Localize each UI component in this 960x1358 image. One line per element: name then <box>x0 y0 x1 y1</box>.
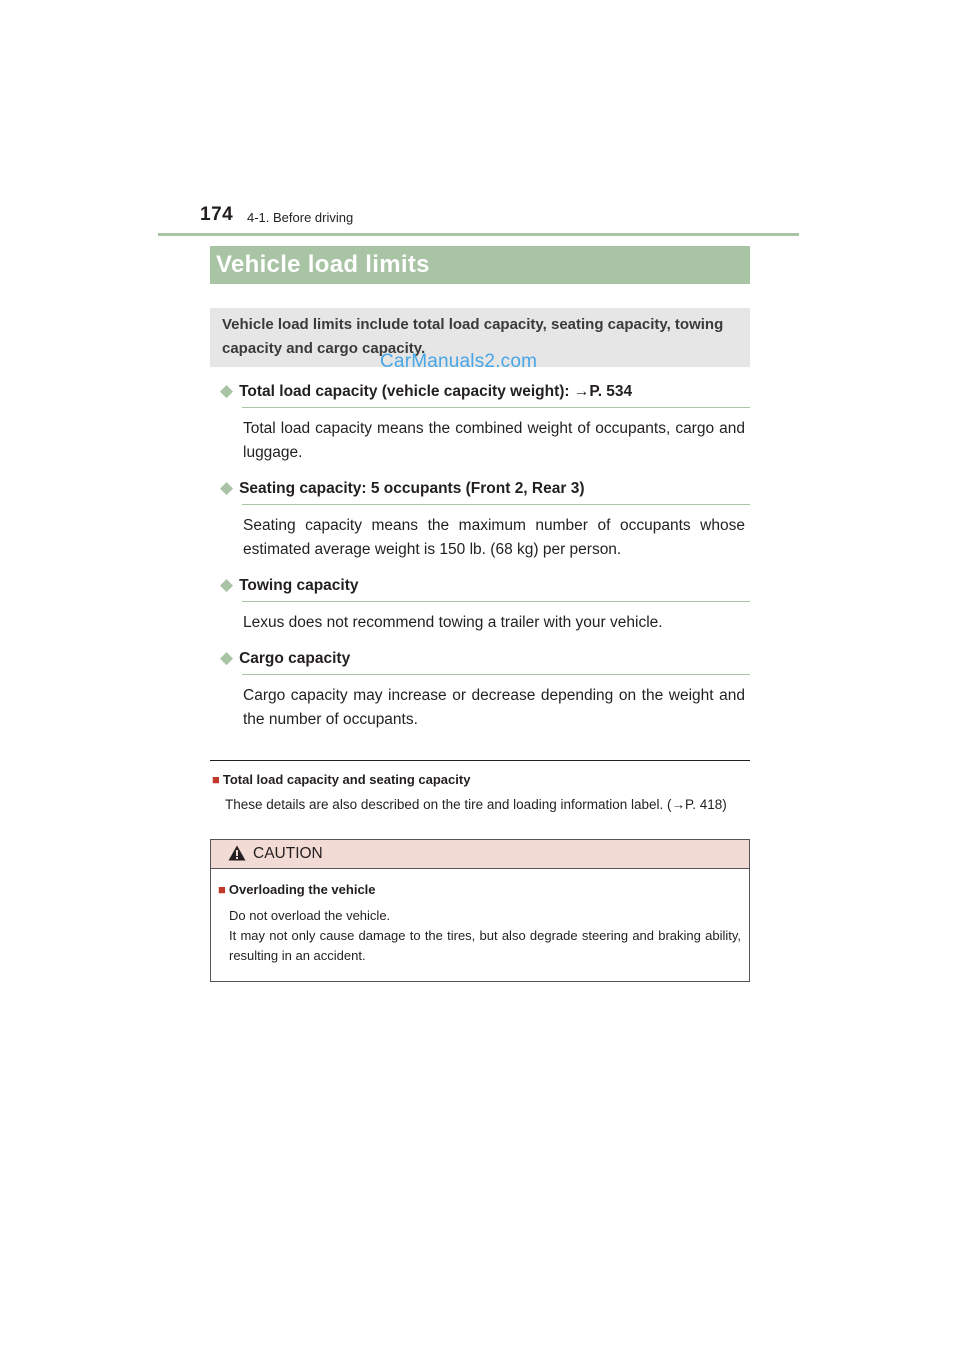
item-heading-text: Cargo capacity <box>239 650 351 667</box>
caution-box <box>210 839 750 982</box>
item-rule <box>242 504 750 505</box>
item-rule <box>242 674 750 675</box>
caution-heading-text: Overloading the vehicle <box>228 882 376 897</box>
item-heading-total-load <box>220 381 750 405</box>
header-rule <box>158 233 799 236</box>
square-icon: ■ <box>212 772 220 787</box>
intro-text: Vehicle load limits include total load capacity, seating capacity, towing capacity and cargo capacity. <box>222 316 724 357</box>
item-heading-text: Seating capacity: 5 occupants (Front 2, Rear 3) <box>239 480 585 497</box>
diamond-icon: ◆ <box>220 381 234 400</box>
warning-triangle-icon <box>228 845 246 861</box>
item-heading-cargo <box>220 648 750 672</box>
caution-heading <box>218 882 376 897</box>
item-heading-seating <box>220 478 750 502</box>
item-rule <box>242 407 750 408</box>
item-heading-text: Total load capacity (vehicle capacity weight): →P. 534 <box>239 383 633 400</box>
section-divider <box>210 760 750 761</box>
note-heading-text: Total load capacity and seating capacity <box>222 772 471 787</box>
page-title: Vehicle load limits <box>216 251 430 278</box>
item-rule <box>242 601 750 602</box>
caution-line: It may not only cause damage to the tires, but also degrade steering and braking ability, resulting in an accident. <box>229 928 741 963</box>
page-number: 174 <box>200 204 234 225</box>
title-bar <box>210 246 750 284</box>
note-body: These details are also described on the tire and loading information label. (→P. 418) <box>225 797 727 812</box>
note-heading <box>212 772 470 787</box>
item-body-cargo: Cargo capacity may increase or decrease depending on the weight and the number of occupants. <box>243 687 745 728</box>
section-label: 4-1. Before driving <box>247 210 354 225</box>
item-heading-text: Towing capacity <box>239 577 359 594</box>
square-icon: ■ <box>218 882 226 897</box>
item-body-total-load: Total load capacity means the combined weight of occupants, cargo and luggage. <box>243 420 745 461</box>
caution-label: CAUTION <box>253 845 323 862</box>
diamond-icon: ◆ <box>220 478 234 497</box>
item-heading-towing <box>220 575 750 599</box>
diamond-icon: ◆ <box>220 575 234 594</box>
caution-header <box>211 840 749 869</box>
diamond-icon: ◆ <box>220 648 234 667</box>
caution-line: Do not overload the vehicle. <box>229 908 391 923</box>
caution-body <box>229 906 741 966</box>
item-body-towing: Lexus does not recommend towing a trailer with your vehicle. <box>243 614 663 631</box>
watermark: CarManuals2.com <box>380 351 538 372</box>
item-body-seating: Seating capacity means the maximum number of occupants whose estimated average weight is 150 lb. (68 kg) per person. <box>243 517 745 558</box>
